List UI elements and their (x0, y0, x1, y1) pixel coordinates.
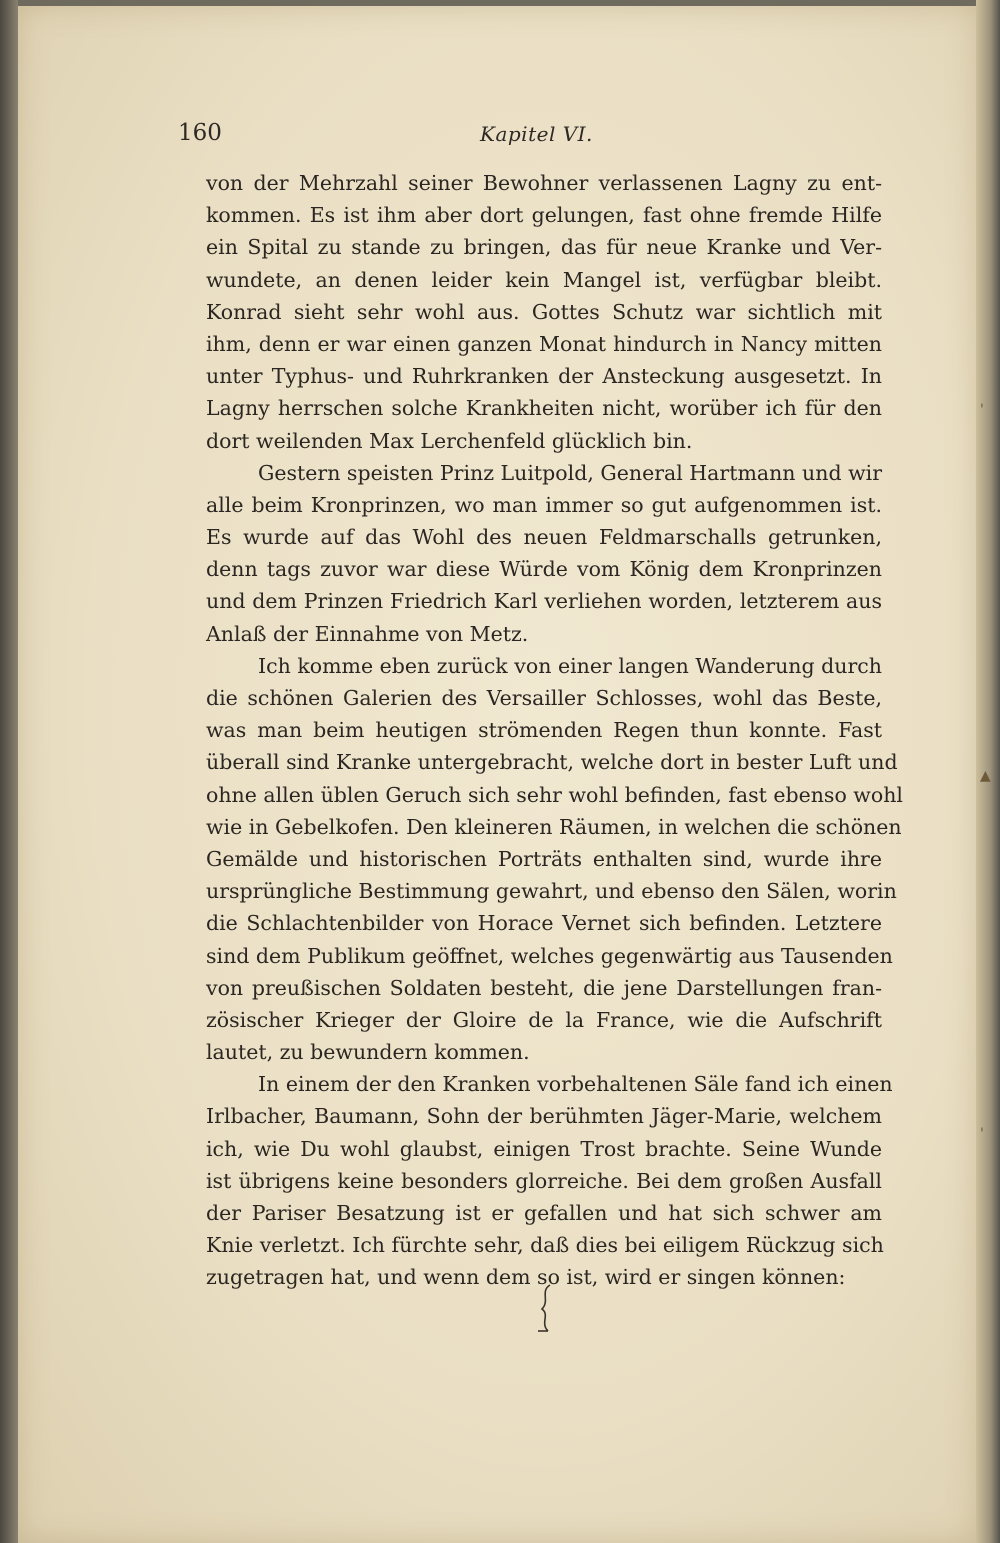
text-line: ein Spital zu stande zu bringen, das für neue Kranke und Ver- (206, 235, 882, 260)
text-line: denn tags zuvor war diese Würde vom König dem Kronprinzen (206, 557, 882, 582)
text-line: von der Mehrzahl seiner Bewohner verlassenen Lagny zu ent- (206, 171, 882, 195)
book-left-edge (0, 0, 18, 1543)
margin-mark: ' (980, 402, 984, 418)
text-line: Lagny herrschen solche Krankheiten nicht, worüber ich für den (206, 396, 882, 421)
text-line: Gemälde und historischen Porträts enthalten sind, wurde ihre (206, 846, 882, 871)
text-line: überall sind Kranke untergebracht, welche dort in bester Luft und (206, 750, 898, 775)
text-line: ich, wie Du wohl glaubst, einigen Trost brachte. Seine Wunde (206, 1136, 882, 1161)
margin-mark: ' (980, 1126, 984, 1142)
text-line: Gestern speisten Prinz Luitpold, General Hartmann und wir (258, 460, 882, 485)
text-line: dort weilenden Max Lerchenfeld glücklich bin. (206, 428, 693, 453)
text-line: Knie verletzt. Ich fürchte sehr, daß dies bei eiligem Rückzug sich (206, 1233, 884, 1258)
text-line: Irlbacher, Baumann, Sohn der berühmten Jäger-Marie, welchem (206, 1104, 882, 1129)
text-line: ursprüngliche Bestimmung gewahrt, und ebenso den Sälen, worin (206, 879, 897, 904)
page-header (178, 120, 880, 156)
text-line: In einem der den Kranken vorbehaltenen Säle fand ich einen (258, 1072, 893, 1097)
running-head: Kapitel VI. (480, 122, 593, 146)
page-number: 160 (178, 120, 222, 146)
text-line: Konrad sieht sehr wohl aus. Gottes Schutz war sichtlich mit (206, 299, 882, 324)
text-line: zugetragen hat, und wenn dem so ist, wird er singen können: (206, 1265, 846, 1290)
text-line: wie in Gebelkofen. Den kleineren Räumen, in welchen die schönen (206, 814, 902, 839)
text-line: Anlaß der Einnahme von Metz. (206, 621, 529, 646)
text-line: alle beim Kronprinzen, wo man immer so gut aufgenommen ist. (206, 492, 882, 517)
text-line: ist übrigens keine besonders glorreiche. Bei dem großen Ausfall (206, 1168, 882, 1193)
text-line: kommen. Es ist ihm aber dort gelungen, fast ohne fremde Hilfe (206, 203, 882, 228)
text-line: Es wurde auf das Wohl des neuen Feldmarschalls getrunken, (206, 525, 882, 550)
text-line: die Schlachtenbilder von Horace Vernet sich befinden. Letztere (206, 911, 882, 936)
margin-mark: ▲ (980, 768, 991, 784)
body-text (206, 167, 903, 1294)
text-line: was man beim heutigen strömenden Regen thun konnte. Fast (206, 718, 882, 743)
text-line: unter Typhus- und Ruhrkranken der Ansteckung ausgesetzt. In (206, 364, 882, 389)
text-line: ohne allen üblen Geruch sich sehr wohl befinden, fast ebenso wohl (206, 782, 903, 807)
text-line: ihm, denn er war einen ganzen Monat hindurch in Nancy mitten (206, 331, 882, 356)
text-line: die schönen Galerien des Versailler Schlosses, wohl das Beste, (206, 686, 882, 710)
text-line: Ich komme eben zurück von einer langen Wanderung durch (258, 653, 882, 678)
text-line: lautet, zu bewundern kommen. (206, 1040, 530, 1065)
text-line: der Pariser Besatzung ist er gefallen und hat sich schwer am (206, 1201, 882, 1225)
text-line: sind dem Publikum geöffnet, welches gegenwärtig aus Tausenden (206, 943, 893, 968)
text-line: wundete, an denen leider kein Mangel ist, verfügbar bleibt. (206, 267, 882, 292)
text-line: zösischer Krieger der Gloire de la France, wie die Aufschrift (206, 1007, 882, 1032)
pencil-bracket-mark (536, 1283, 556, 1333)
text-line: von preußischen Soldaten besteht, die jene Darstellungen fran- (206, 975, 882, 1000)
text-line: und dem Prinzen Friedrich Karl verliehen worden, letzterem aus (206, 589, 882, 614)
